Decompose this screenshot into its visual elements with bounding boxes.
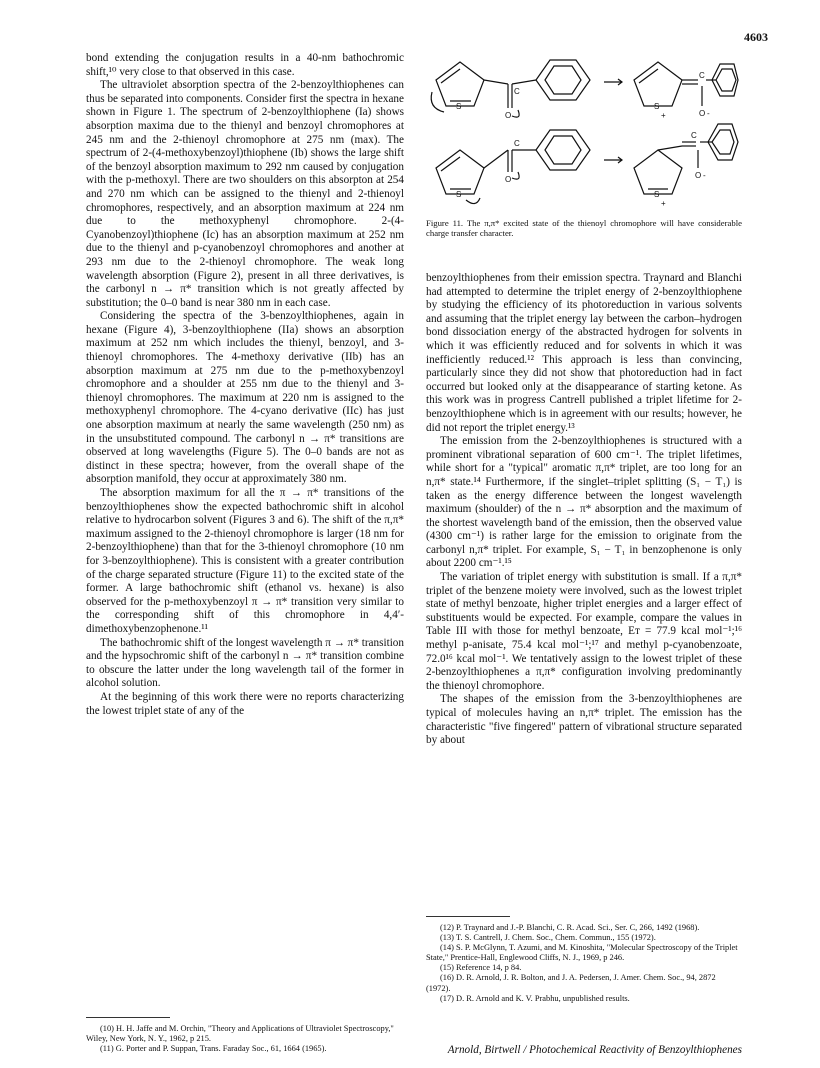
paragraph: The emission from the 2-benzoylthiophenes is structured with a prominent vibrational separation of 600 cm⁻¹. The triplet lifetimes, while short for a "typical" aromatic π,π* triplet, are too long for an n,π* state.¹⁴ Furthermore, if the singlet–triplet splitting (S₁ − T₁) is taken as the energy difference between the longest wavelength maximum (shoulder) of the n → π* absorption and the maximum of the shortest wavelength band of the emission, then the observed value (4300 cm⁻¹) is rather large for the emission to originate from the carbonyl n,π* triplet. For example, S₁ − T₁ in benzophenone is only about 2200 cm⁻¹.¹⁵ [426, 435, 742, 570]
benzene-ring-top-right [712, 64, 738, 96]
figure-11 [426, 50, 742, 228]
charge-label: - [703, 171, 706, 180]
atom-label: C [699, 71, 705, 80]
running-footer: Arnold, Birtwell / Photochemical Reactivity of Benzoylthiophenes [447, 1044, 742, 1056]
paragraph: The ultraviolet absorption spectra of the 2-benzoylthiophenes can thus be separated into components. Consider first the spectra in hexane shown in Figure 1. The spectrum of 2-benzoylthiophene (Ia) shows absorption maxima due to the thienyl and benzoyl chromophores at 245 nm and the 2-thienoyl chromophore at 275 nm (max). The spectrum of 2-(4-methoxybenzoyl)thiophene (Ib) shows the large shift of the benzoyl absorption maximum to 292 nm caused by conjugation with the p-methoxyl. There are two shoulders on this absorpton at 254 and 270 nm which can be assigned to the thienyl and 2-thienoyl chromophores, respectively, and an absorption maximum at 224 nm due to the methoxyphenyl chromophore. 2-(4-Cyanobenzoyl)thiophene (Ic) has an absorption maximum at 252 nm due to the thienyl and p-cyanobenzoyl chromophores and another at 293 nm due to the 2-thienoyl chromophore. The weak long wavelength absorption (Figure 2), present in all three derivatives, is the carbonyl n → π* transition which is not greatly affected by substitution; the 0–0 band is near 380 nm in each case. [86, 79, 404, 309]
thiophene-ring-top-left [436, 62, 484, 106]
benzene-ring-bottom-left [536, 130, 590, 170]
resonance-structures [426, 50, 742, 220]
paragraph: At the beginning of this work there were no reports characterizing the lowest triplet state of any of the [86, 690, 404, 717]
footnote: (14) S. P. McGlynn, T. Azumi, and M. Kinoshita, "Molecular Spectroscopy of the Triplet State," Prentice-Hall, Englewood Cliffs, N. J., 1969, p 246. [426, 943, 738, 963]
atom-label: C [514, 87, 520, 96]
atom-label: O [505, 111, 512, 120]
paragraph: The bathochromic shift of the longest wavelength π → π* transition and the hypsochromic shift of the carbonyl n → π* transition combine to obscure the latter under the long wavelength tail of the former in alcohol solution. [86, 636, 404, 690]
right-column [426, 272, 742, 748]
atom-label: O [505, 175, 512, 184]
charge-label: + [661, 111, 666, 120]
atom-label: O [699, 109, 706, 118]
atom-label: O [695, 171, 702, 180]
figure-caption: Figure 11. The π,π* excited state of the thienoyl chromophore will have considerable charge transfer character. [426, 218, 742, 239]
atom-label: C [514, 139, 520, 148]
right-footnotes [426, 923, 742, 1004]
atom-label: S [456, 102, 462, 111]
footnote: (15) Reference 14, p 84. [440, 963, 522, 973]
footnote: (12) P. Traynard and J.-P. Blanchi, C. R. Acad. Sci., Ser. C, 266, 1492 (1968). [440, 923, 700, 932]
benzene-ring-bottom-right [708, 124, 738, 160]
curved-arrow [512, 172, 519, 179]
footnote: (11) G. Porter and P. Suppan, Trans. Faraday Soc., 61, 1664 (1965). [100, 1044, 327, 1054]
paragraph: The absorption maximum for all the π → π* transitions of the benzoylthiophenes show the expected bathochromic shift in alcohol relative to hydrocarbon solvent (Figures 3 and 6). The shift of the π,π* maximum assigned to the 2-thienoyl chromophore is larger (18 nm for 2-benzoylthiophene) than that for the 3-thienoyl chromophore (10 nm for 3-benzoylthiophene). This is consistent with a greater contribution of the charge separated structure (Figure 11) to the excited state of the former. A large bathochromic shift (ethanol vs. hexane) is also observed for the p-methoxybenzoyl π → π* transition very similar to the corresponding shift of this chromophore in 4,4′-dimethoxybenzophenone.¹¹ [86, 487, 404, 635]
thiophene-ring-bottom-left [436, 150, 484, 194]
footnote: (10) H. H. Jaffe and M. Orchin, "Theory and Applications of Ultraviolet Spectroscopy," Wiley, New York, N. Y., 1962, p 215. [86, 1024, 394, 1044]
left-column [86, 52, 404, 718]
benzene-ring-top-left [536, 60, 590, 100]
footnote-rule [86, 1017, 170, 1018]
paragraph: benzoylthiophenes from their emission spectra. Traynard and Blanchi had attempted to determine the triplet energy of 2-benzoylthiophene by studying the efficiency of its photoreduction in various solvents and assuming that the triplet energy lay between the carbon–hydrogen bond dissociation energy of the abstracted hydrogen for solvents in which it was efficiently reduced and for solvents in which it was inefficiently reduced.¹² This approach is less than convincing, particularly since they did not show that photoreduction had in fact occurred but looked only at the disappearance of starting ketone. As this work was in progress Cantrell published a triplet lifetime for 2-benzoylthiophene which is in agreement with our results; however, he did not report the triplet energy.¹³ [426, 272, 742, 434]
paragraph: bond extending the conjugation results in a 40-nm bathochromic shift,¹⁰ very close to that observed in this case. [86, 52, 404, 78]
curved-arrow [512, 110, 519, 117]
paragraph: The shapes of the emission from the 3-benzoylthiophenes are typical of molecules having an n,π* triplet. The emission has the characteristic "five fingered" pattern of vibrational structure separated by about [426, 693, 742, 747]
footnote: (17) D. R. Arnold and K. V. Prabhu, unpublished results. [440, 993, 630, 1003]
footnote: (16) D. R. Arnold, J. R. Bolton, and J. A. Pedersen, J. Amer. Chem. Soc., 94, 2872 (1972). [426, 973, 716, 993]
page-number: 4603 [744, 30, 768, 44]
atom-label: S [654, 190, 660, 199]
atom-label: S [456, 190, 462, 199]
thiophene-ring-bottom-right [634, 150, 682, 194]
charge-label: - [707, 109, 710, 118]
atom-label: C [691, 131, 697, 140]
left-footnotes [86, 1024, 404, 1054]
charge-label: + [661, 199, 666, 208]
atom-label: S [654, 102, 660, 111]
paragraph: Considering the spectra of the 3-benzoylthiophenes, again in hexane (Figure 4), 3-benzoylthiophene (IIa) shows an absorption maximum at 252 nm which includes the thienyl, benzoyl, and 3-thienoyl chromophores. The 4-methoxy derivative (IIb) has an absorption maximum at 275 nm due to the p-methoxybenzoyl chromophore and a shoulder at 255 nm due to the thienyl and 3-thienoyl chromophores. The maximum at 220 nm is assigned to the methoxyphenyl chromophore. The 4-cyano derivative (IIc) has just one absorption maximum at nearly the same wavelength (250 nm) as in the unsubstituted compound. The carbonyl n → π* transitions are observed at long wavelengths (Figure 5). The 0–0 bands are not as distinct in these spectra; however, from the overall shape of the absorption manifold, they occur at approximately 380 nm. [86, 310, 404, 486]
paragraph: The variation of triplet energy with substitution is small. If a π,π* triplet of the benzene moiety were involved, such as the lowest triplet state of methyl benzoate, higher triplet energies and a larger effect of substituents would be expected. For example, compare the values in Table III with those for methyl benzoate, Eᴛ = 77.9 kcal mol⁻¹;¹⁶ methyl p-anisate, 75.4 kcal mol⁻¹;¹⁷ and methyl p-cyanobenzoate, 72.0¹⁶ kcal mol⁻¹. We tentatively assign to the lowest triplet of these 2-benzoylthiophenes a π,π* configuration involving predominantly the thienoyl chromophore. [426, 571, 742, 692]
thiophene-ring-top-right [634, 62, 682, 106]
curved-arrow [466, 198, 480, 204]
footnote: (13) T. S. Cantrell, J. Chem. Soc., Chem. Commun., 155 (1972). [440, 933, 656, 943]
footnote-rule [426, 916, 510, 917]
